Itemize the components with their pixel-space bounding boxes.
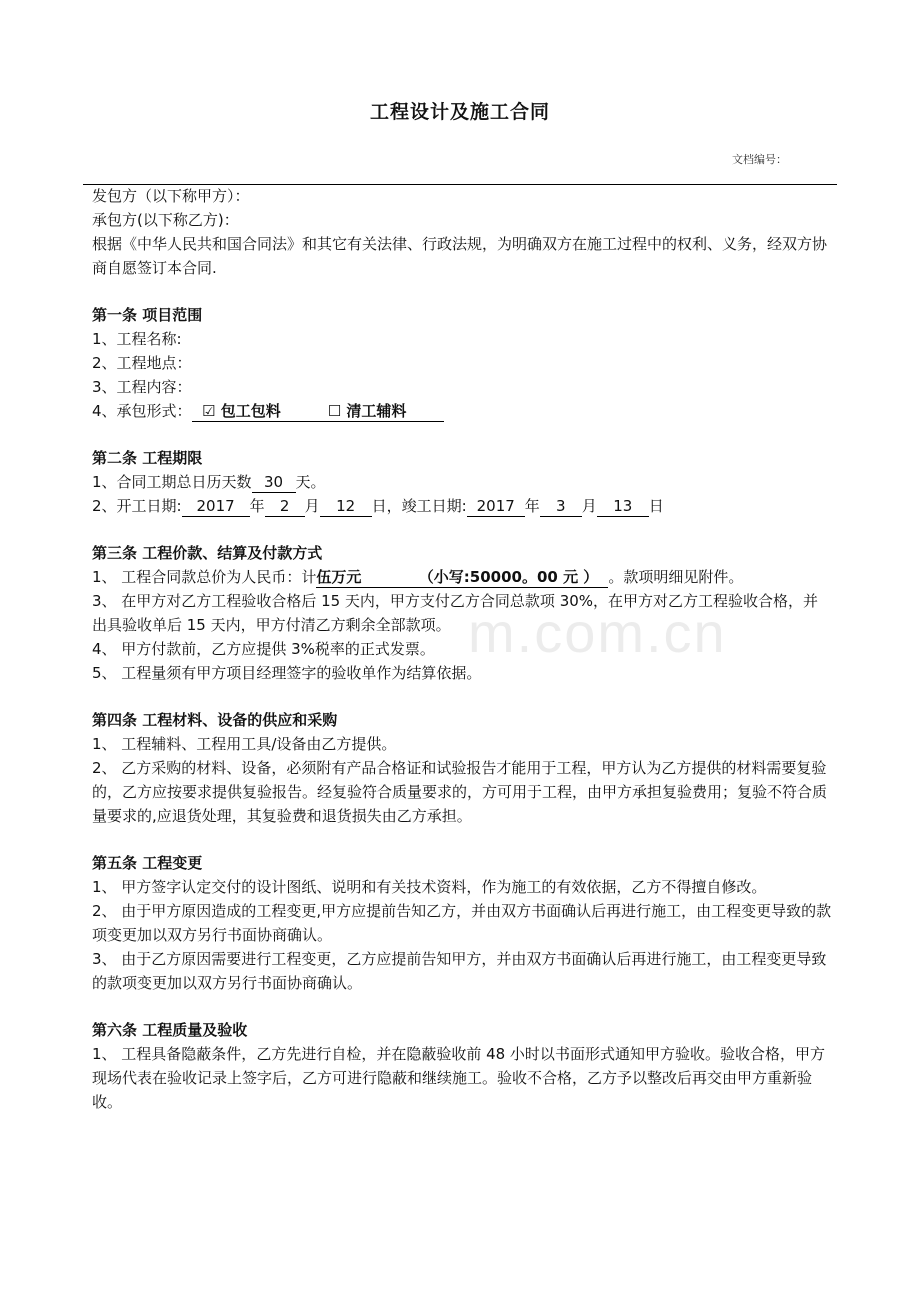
contract-form-options [192,401,444,422]
end-year: 2017 [467,496,525,517]
dates-line: 2、开工日期: 2017 年 2 月 12 日，竣工日期: 2017 年 3 月 13 日 [92,497,664,515]
option-labor-only: 清工辅料 [346,402,407,420]
settlement-basis: 5、 工程量须有甲方项目经理签字的验收单作为结算依据。 [92,664,482,682]
change-clause-2: 2、 由于甲方原因造成的工程变更,甲方应提前告知乙方，并由双方书面确认后再进行施工，由工程变更导致的款项变更加以双方另行书面协商确认。 [92,902,832,944]
preamble: 根据《中华人民共和国合同法》和其它有关法律、行政法规，为明确双方在施工过程中的权利、义务，经双方协商自愿签订本合同. [92,235,828,277]
article-1-heading: 第一条 项目范围 [92,306,203,324]
article-6-heading: 第六条 工程质量及验收 [92,1021,248,1039]
end-day: 13 [597,496,649,517]
amount-in-figures: （小写:50000。00 元 ） [418,568,599,586]
materials-supply: 1、 工程辅料、工程用工具/设备由乙方提供。 [92,735,397,753]
option-full-contract: 包工包料 [220,402,281,420]
project-name-line: 1、工程名称: [92,330,182,348]
duration-days: 30 [252,472,296,493]
materials-inspection: 2、 乙方采购的材料、设备，必须附有产品合格证和试验报告才能用于工程，甲方认为乙方提供的材料需要复验的，乙方应按要求提供复验报告。经复验符合质量要求的，方可用于工程，由甲方承担复验费用；复验不符合质量要求的,应退货处理，其复验费和退货损失由乙方承担。 [92,759,828,825]
amount-in-words: 伍万元 [316,568,362,586]
document-title: 工程设计及施工合同 [369,101,550,123]
article-3-heading: 第三条 工程价款、结算及付款方式 [92,544,323,562]
start-year: 2017 [182,496,250,517]
start-day: 12 [320,496,372,517]
contract-body [92,184,832,1114]
project-location-line: 2、工程地点： [92,354,192,372]
change-clause-1: 1、 甲方签字认定交付的设计图纸、说明和有关技术资料，作为施工的有效依据，乙方不得擅自修改。 [92,878,767,896]
article-4-heading: 第四条 工程材料、设备的供应和采购 [92,711,338,729]
article-5-heading: 第五条 工程变更 [92,854,203,872]
party-b-line: 承包方(以下称乙方)： [92,211,239,229]
contract-price-line: 1、 工程合同款总价为人民币：计伍万元 （小写:50000。00 元 ） 。款项明细见附件。 [92,568,744,586]
empty-checkbox-icon: ☐ [327,402,342,420]
project-content-line: 3、工程内容： [92,378,192,396]
party-a-line: 发包方（以下称甲方）： [92,187,250,205]
quality-clause-1: 1、 工程具备隐蔽条件，乙方先进行自检，并在隐蔽验收前 48 小时以书面形式通知甲方验收。验收合格，甲方现场代表在验收记录上签字后，乙方可进行隐蔽和继续施工。验收不合格，乙方予以整改后再交由甲方重新验收。 [92,1045,825,1111]
duration-line: 1、合同工期总日历天数 30 天。 [92,473,326,491]
payment-terms: 3、 在甲方对乙方工程验收合格后 15 天内，甲方支付乙方合同总款项 30%，在甲方对乙方工程验收合格，并出具验收单后 15 天内，甲方付清乙方剩余全部款项。 [92,592,819,634]
contract-amount [316,567,608,588]
contract-form-line: 4、承包形式： ☑ 包工包料 ☐ 清工辅料 [92,399,832,423]
change-clause-3: 3、 由于乙方原因需要进行工程变更，乙方应提前告知甲方，并由双方书面确认后再进行施工，由工程变更导致的款项变更加以双方另行书面协商确认。 [92,950,827,992]
end-month: 3 [540,496,582,517]
article-2-heading: 第二条 工程期限 [92,449,203,467]
invoice-terms: 4、 甲方付款前，乙方应提供 3%税率的正式发票。 [92,640,435,658]
watermark: m.com.cn [468,601,727,664]
checked-box-icon: ☑ [202,402,216,420]
start-month: 2 [265,496,305,517]
doc-number-label: 文档编号： [732,153,787,166]
